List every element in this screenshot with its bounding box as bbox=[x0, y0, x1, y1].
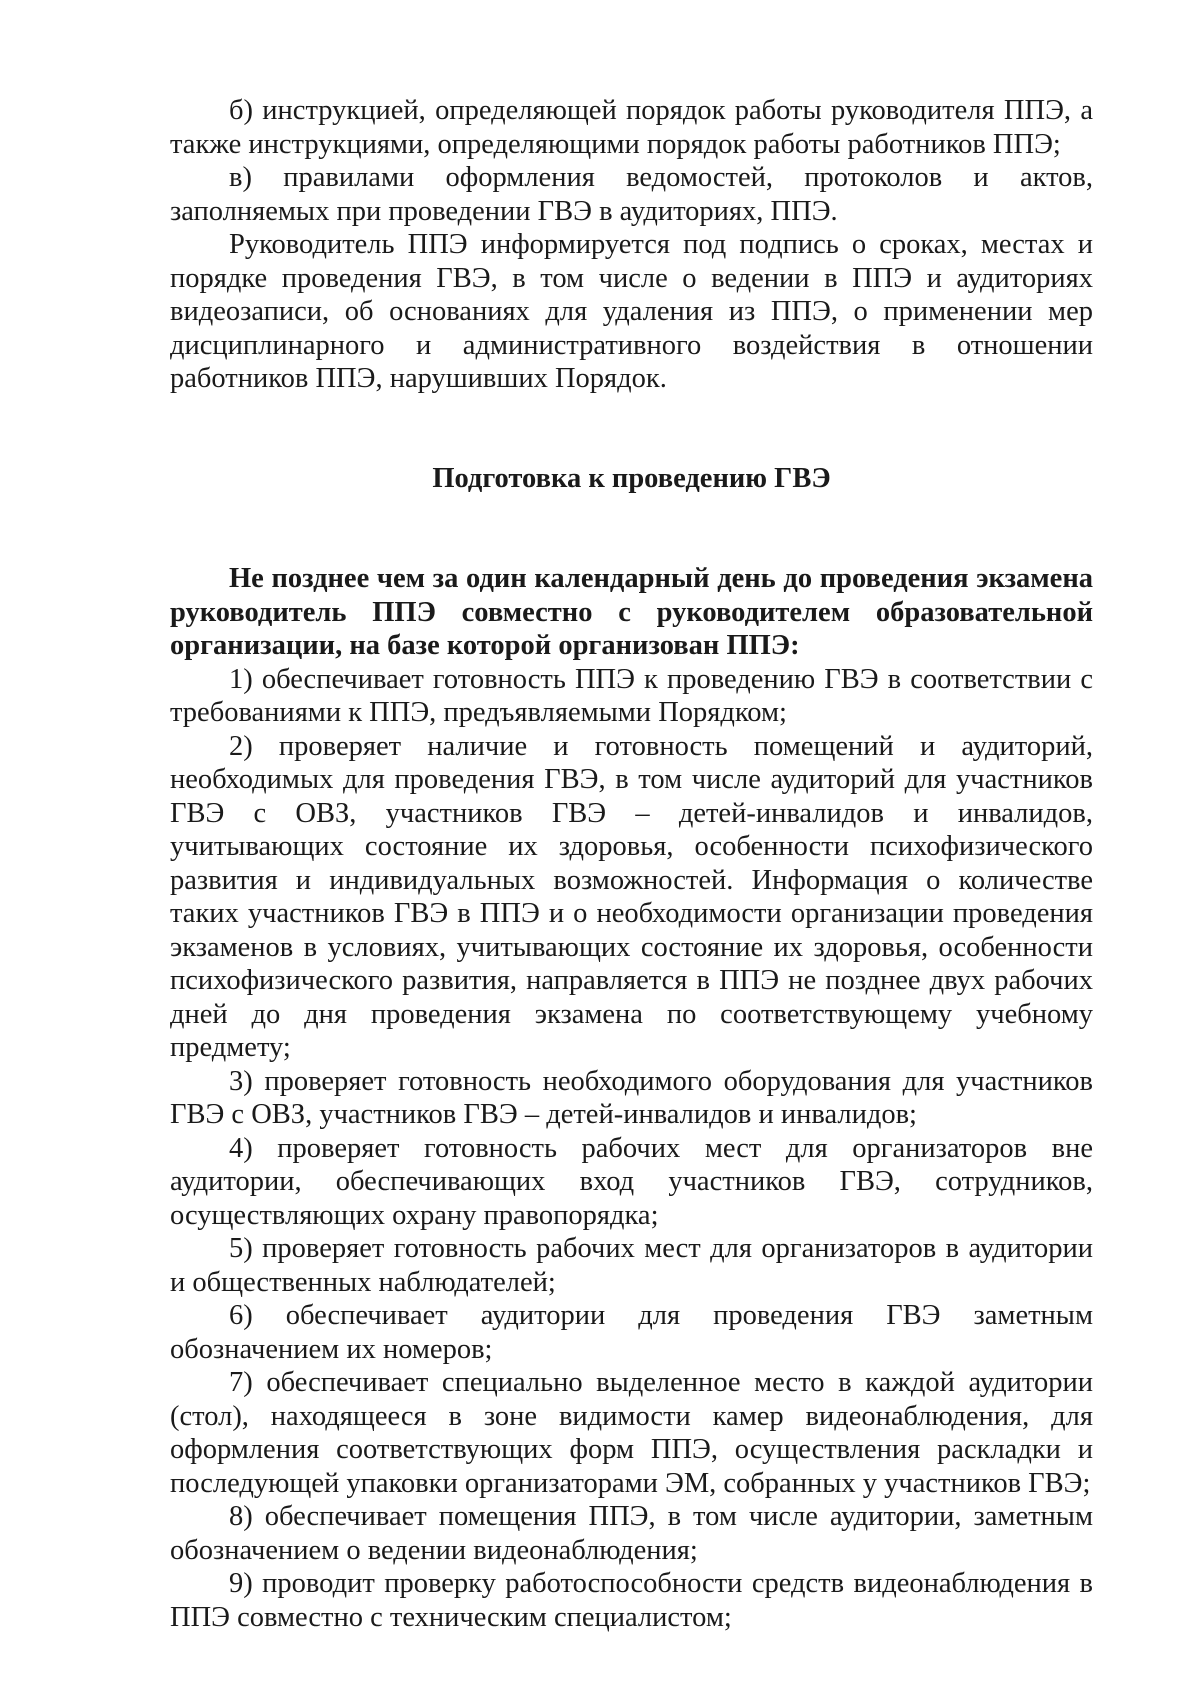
numbered-list bbox=[170, 663, 1093, 1635]
list-item: 3) проверяет готовность необходимого оборудования для участников ГВЭ с ОВЗ, участников ГВЭ – детей-инвалидов и инвалидов; bbox=[170, 1065, 1093, 1130]
list-item: 4) проверяет готовность рабочих мест для организаторов вне аудитории, обеспечивающих вход участников ГВЭ, сотрудников, осуществляющих охрану правопорядка; bbox=[170, 1132, 1093, 1231]
bold-intro-paragraph: Не позднее чем за один календарный день до проведения экзамена руководитель ППЭ совместно с руководителем образовательной организации, на базе которой организован ППЭ: bbox=[170, 563, 1093, 661]
section-heading: Подготовка к проведению ГВЭ bbox=[432, 462, 831, 494]
paragraph-manager-informed: Руководитель ППЭ информируется под подпись о сроках, местах и порядке проведения ГВЭ, в том числе о ведении в ППЭ и аудиториях видеозаписи, об основаниях для удаления из ППЭ, о применении мер дисциплинарного и административного воздействия в отношении работников ППЭ, нарушивших Порядок. bbox=[170, 229, 1093, 394]
list-item: 8) обеспечивает помещения ППЭ, в том числе аудитории, заметным обозначением о ведении видеонаблюдения; bbox=[170, 1501, 1093, 1566]
list-item: 6) обеспечивает аудитории для проведения ГВЭ заметным обозначением их номеров; bbox=[170, 1300, 1093, 1365]
list-item: 9) проводит проверку работоспособности средств видеонаблюдения в ППЭ совместно с техническим специалистом; bbox=[170, 1568, 1093, 1633]
list-item: 7) обеспечивает специально выделенное место в каждой аудитории (стол), находящееся в зоне видимости камер видеонаблюдения, для оформления соответствующих форм ППЭ, осуществления раскладки и последующей упаковки организаторами ЭМ, собранных у участников ГВЭ; bbox=[170, 1367, 1093, 1499]
paragraph-v: в) правилами оформления ведомостей, протоколов и актов, заполняемых при проведении ГВЭ в аудиториях, ППЭ. bbox=[170, 162, 1093, 227]
list-item: 2) проверяет наличие и готовность помещений и аудиторий, необходимых для проведения ГВЭ, в том числе аудиторий для участников ГВЭ с ОВЗ, участников ГВЭ – детей-инвалидов и инвалидов, учитывающих состояние их здоровья, особенности психофизического развития и индивидуальных возможностей. Информация о количестве таких участников ГВЭ в ППЭ и о необходимости организации проведения экзаменов в условиях, учитывающих состояние их здоровья, особенности психофизического развития, направляется в ППЭ не позднее двух рабочих дней до дня проведения экзамена по соответствующему учебному предмету; bbox=[170, 730, 1093, 1063]
list-item: 1) обеспечивает готовность ППЭ к проведению ГВЭ в соответствии с требованиями к ППЭ, предъявляемыми Порядком; bbox=[170, 663, 1093, 728]
document-body bbox=[170, 94, 1093, 1634]
paragraph-b: б) инструкцией, определяющей порядок работы руководителя ППЭ, а также инструкциями, определяющими порядок работы работников ППЭ; bbox=[170, 95, 1093, 160]
list-item: 5) проверяет готовность рабочих мест для организаторов в аудитории и общественных наблюдателей; bbox=[170, 1233, 1093, 1298]
